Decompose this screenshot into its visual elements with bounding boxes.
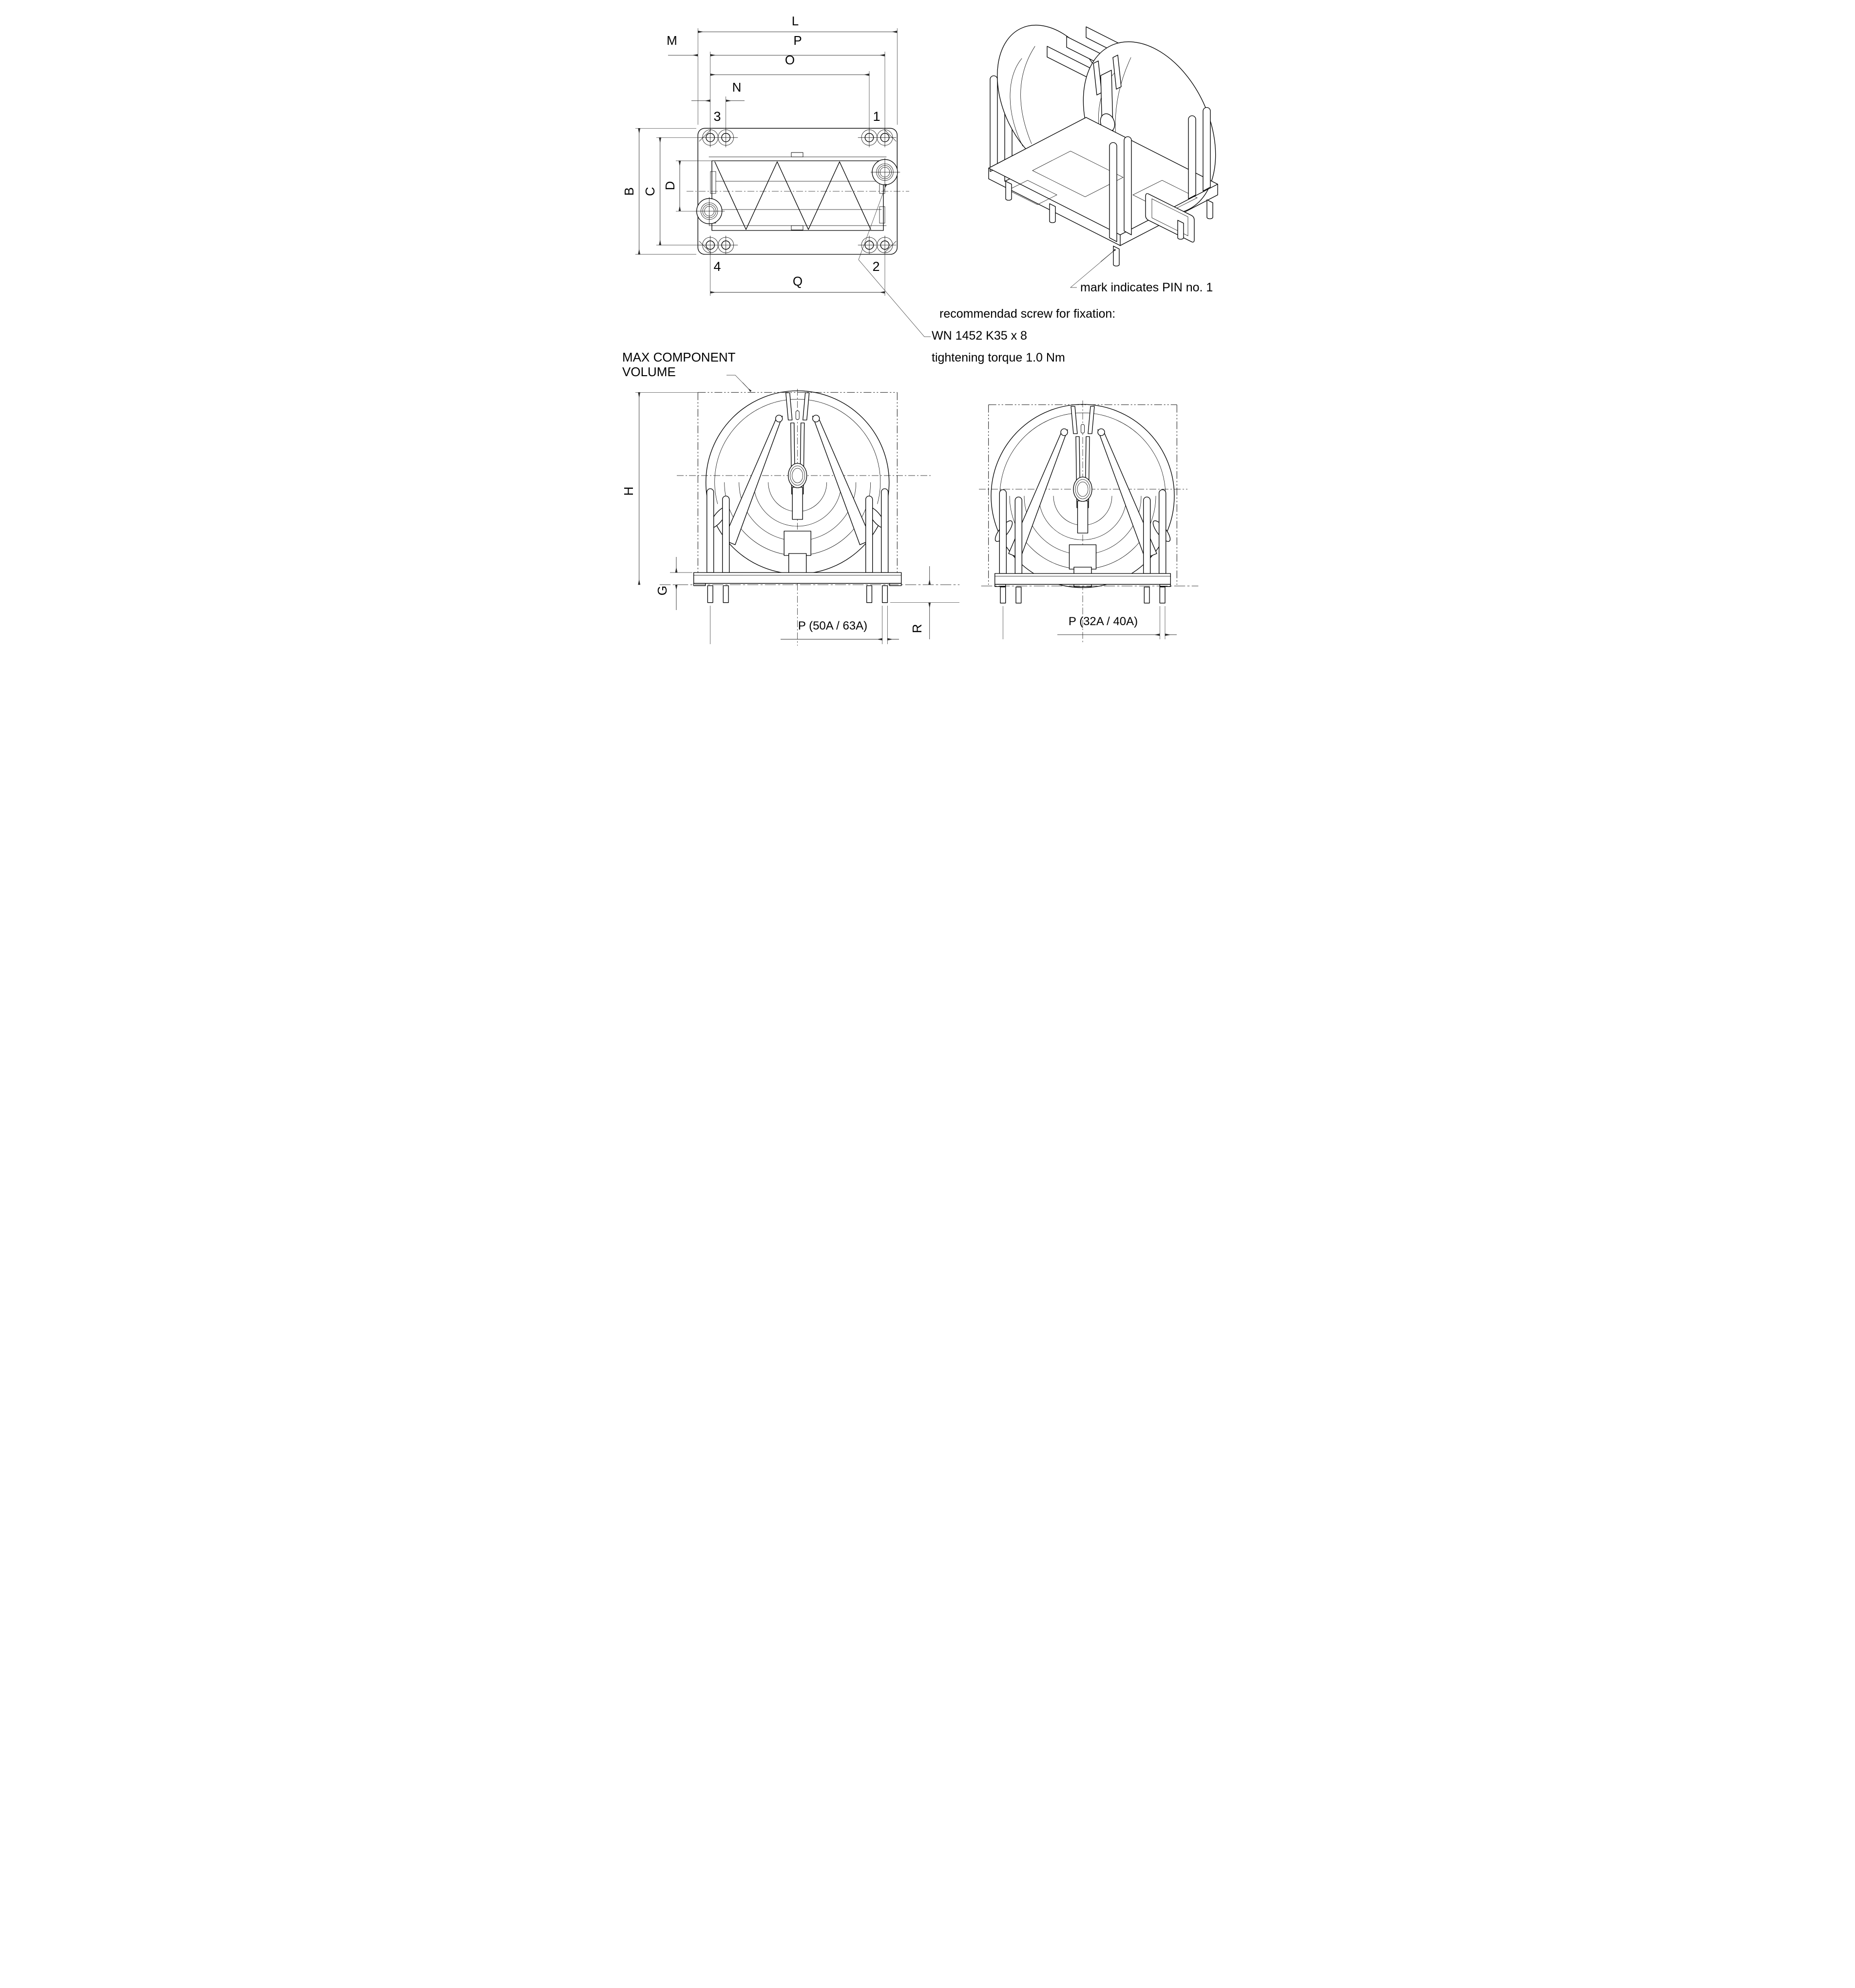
dim-H-label: H [621, 486, 636, 496]
dim-N-label: N [732, 80, 742, 95]
dim-G-label: G [655, 585, 669, 596]
technical-drawing-page [618, 0, 1237, 663]
front2-base [995, 573, 1171, 587]
screw-boss-top-right [871, 158, 900, 186]
dim-C-label: C [643, 187, 657, 196]
dim-P-label: P [793, 33, 802, 48]
dim-B-label: B [622, 187, 636, 196]
pin4-number: 4 [713, 259, 721, 274]
max-component-volume-label [622, 350, 751, 391]
dim-Q-label: Q [792, 274, 803, 288]
dim-O-label: O [784, 53, 795, 67]
dim-R-label: R [910, 624, 924, 633]
pin1-mark-note [1071, 249, 1213, 294]
dim-L-label: L [791, 14, 799, 28]
dim-P32-label: P (32A / 40A) [1068, 615, 1138, 628]
pin1-mark-text: mark indicates PIN no. 1 [1080, 281, 1213, 294]
pin2-number: 2 [872, 259, 880, 274]
drawing-canvas [618, 0, 1237, 663]
pin1-number: 1 [873, 109, 880, 124]
front-view-32a-40a [979, 401, 1198, 642]
pin3-number: 3 [713, 109, 721, 124]
dim-M-label: M [667, 33, 677, 48]
max-volume-text: MAX COMPONENT VOLUME [622, 350, 736, 379]
top-view [622, 14, 909, 296]
front1-base [694, 573, 901, 586]
dim-D-label: D [663, 181, 677, 191]
dim-P50-label: P (50A / 63A) [798, 619, 868, 632]
front-view-50a-63a [621, 389, 959, 646]
screw-note-text: recommendad screw for fixation: WN 1452 K35 x 8 tightening torque 1.0 Nm [932, 307, 1116, 364]
isometric-view [975, 7, 1237, 294]
